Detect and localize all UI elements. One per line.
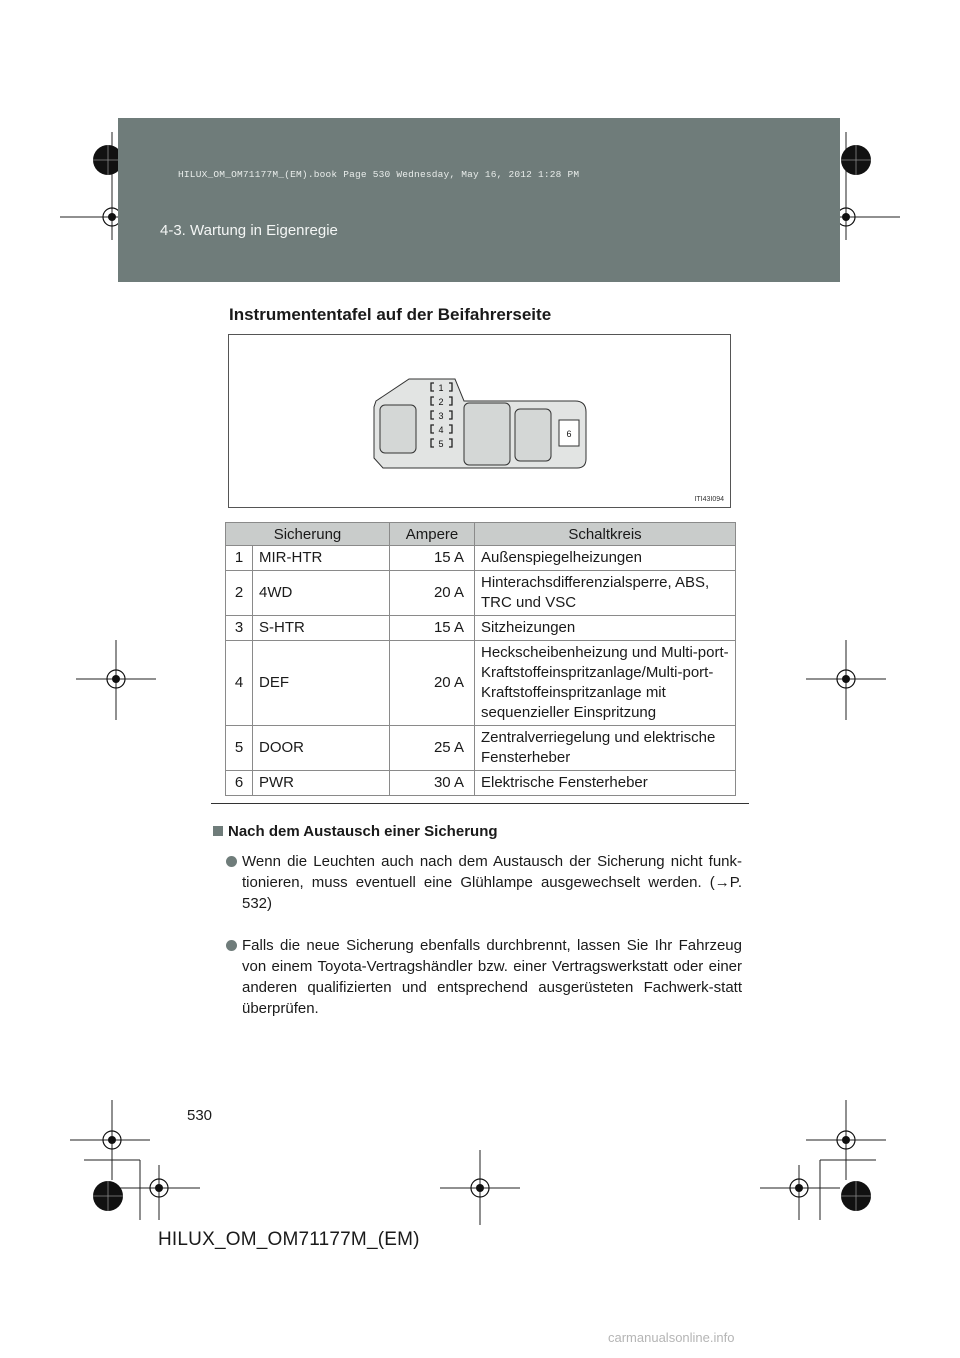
fuse-ampere: 25 A — [390, 726, 475, 771]
fuse-number: 6 — [226, 771, 253, 796]
round-bullet-icon — [226, 856, 237, 867]
page-number: 530 — [187, 1107, 213, 1124]
watermark: carmanualsonline.info — [608, 1330, 735, 1345]
square-bullet-icon — [213, 826, 223, 836]
table-row — [226, 726, 736, 771]
document-id: HILUX_OM_OM71177M_(EM) — [158, 1229, 420, 1250]
fuse-number: 4 — [226, 641, 253, 726]
table-row — [226, 571, 736, 616]
fuse-name: DEF — [253, 641, 390, 726]
fuse-label-4: 4 — [438, 425, 444, 435]
header-fuse: Sicherung — [226, 523, 390, 546]
fuse-name: S-HTR — [253, 616, 390, 641]
fuse-label-3: 3 — [438, 411, 444, 421]
fuse-ampere: 15 A — [390, 616, 475, 641]
fuse-label-1: 1 — [438, 383, 444, 393]
fuse-circuit: Hinterachsdifferenzialsperre, ABS, TRC und VSC — [475, 571, 736, 616]
fuse-circuit: Außenspiegelheizungen — [475, 546, 736, 571]
fuse-ampere: 30 A — [390, 771, 475, 796]
table-row — [226, 641, 736, 726]
note-bullet-text: Wenn die Leuchten auch nach dem Austausch der Sicherung nicht funk-tionieren, muss eventuell eine Glühlampe ausgewechselt werden. (→P. 532) — [242, 853, 742, 912]
fuse-ampere: 15 A — [390, 546, 475, 571]
fuse-number: 2 — [226, 571, 253, 616]
section-title: Instrumententafel auf der Beifahrerseite — [229, 305, 552, 324]
fuse-name: PWR — [253, 771, 390, 796]
note-heading-text: Nach dem Austausch einer Sicherung — [228, 823, 498, 840]
fuse-ampere: 20 A — [390, 641, 475, 726]
section-divider — [211, 803, 749, 804]
note-heading — [213, 823, 498, 840]
table-row — [226, 771, 736, 796]
fuse-circuit: Sitzheizungen — [475, 616, 736, 641]
table-header-row — [226, 523, 736, 546]
fuse-name: 4WD — [253, 571, 390, 616]
fuse-ampere: 20 A — [390, 571, 475, 616]
note-bullet-text: Falls die neue Sicherung ebenfalls durchbrennt, lassen Sie Ihr Fahrzeug von einem Toyota-Vertragshändler bzw. einer Vertragswerkstatt oder einer anderen qualifizierten und entsprechend ausgerüsteten Fachwerk-statt überprüfen. — [242, 937, 742, 1017]
table-row — [226, 616, 736, 641]
fuse-number: 3 — [226, 616, 253, 641]
fuse-label-6: 6 — [566, 429, 572, 439]
round-bullet-icon — [226, 940, 237, 951]
fuse-circuit: Elektrische Fensterheber — [475, 771, 736, 796]
fuse-number: 1 — [226, 546, 253, 571]
fuse-box-diagram — [229, 335, 732, 509]
fuse-label-2: 2 — [438, 397, 444, 407]
fuse-number: 5 — [226, 726, 253, 771]
note-bullet — [226, 935, 742, 1019]
fuse-name: DOOR — [253, 726, 390, 771]
fuse-box-figure — [228, 334, 731, 508]
fuse-circuit: Zentralverriegelung und elektrische Fensterheber — [475, 726, 736, 771]
fuse-table — [225, 522, 736, 796]
book-stamp: HILUX_OM_OM71177M_(EM).book Page 530 Wednesday, May 16, 2012 1:28 PM — [178, 169, 580, 180]
fuse-name: MIR-HTR — [253, 546, 390, 571]
fuse-label-5: 5 — [438, 439, 444, 449]
header-ampere: Ampere — [390, 523, 475, 546]
table-row — [226, 546, 736, 571]
figure-code: ITI43I094 — [694, 496, 724, 503]
header-band — [118, 118, 840, 282]
fuse-circuit: Heckscheibenheizung und Multi-port-Kraftstoffeinspritzanlage/Multi-port-Kraftstoffeinspritzanlage mit sequenzieller Einspritzung — [475, 641, 736, 726]
note-bullet — [226, 851, 742, 914]
header-circuit: Schaltkreis — [475, 523, 736, 546]
section-label: 4-3. Wartung in Eigenregie — [160, 222, 338, 239]
